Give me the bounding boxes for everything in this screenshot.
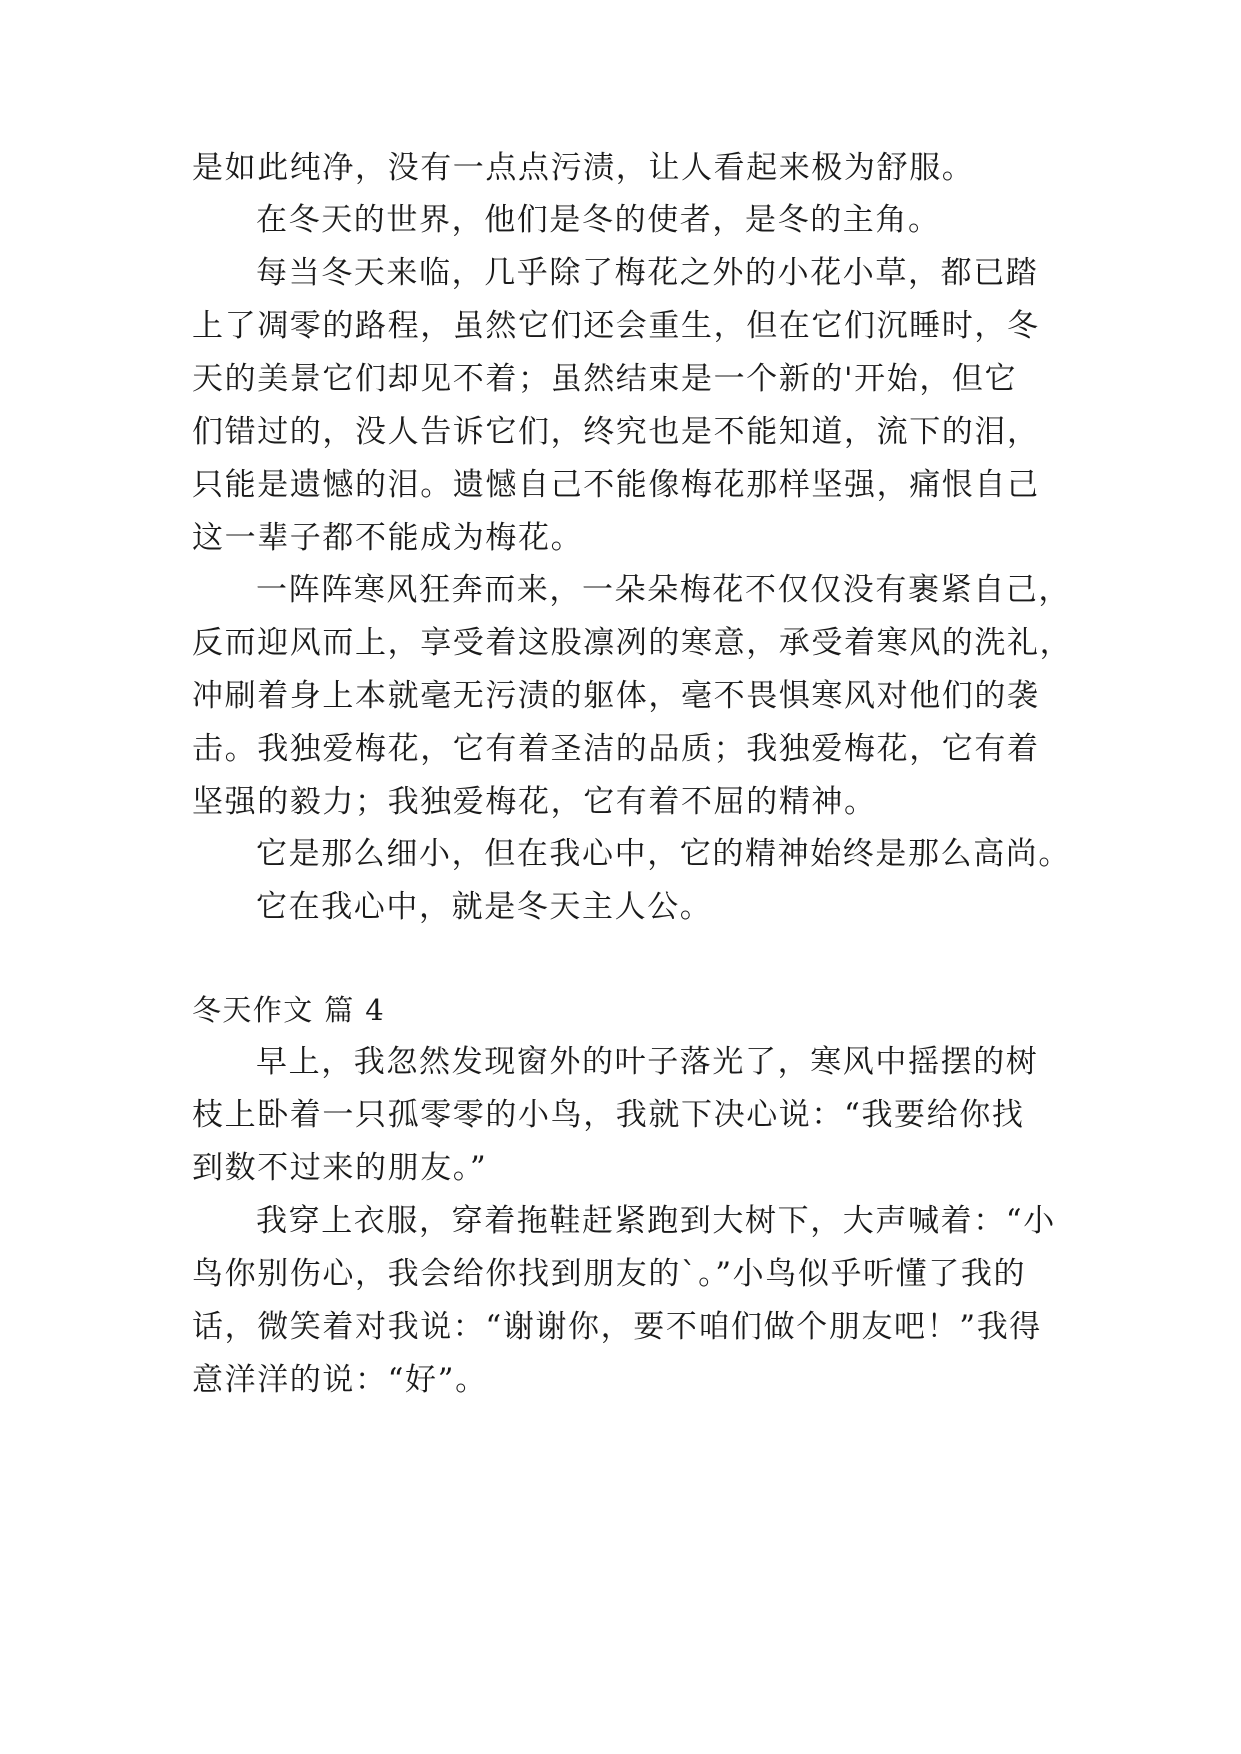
paragraph-line: 它是那么细小，但在我心中，它的精神始终是那么高尚。 [256,836,1071,872]
paragraph-line: 们错过的，没人告诉它们，终究也是不能知道，流下的泪， [192,414,1040,450]
paragraph-line: 是如此纯净，没有一点点污渍，让人看起来极为舒服。 [192,150,975,186]
paragraph-line: 我穿上衣服，穿着拖鞋赶紧跑到大树下，大声喊着：“小 [256,1203,1056,1239]
paragraph-line: 话，微笑着对我说：“谢谢你，要不咱们做个朋友吧！”我得 [192,1309,1042,1345]
paragraph-line: 早上，我忽然发现窗外的叶子落光了，寒风中摇摆的树 [256,1044,1039,1080]
paragraph-line: 在冬天的世界，他们是冬的使者，是冬的主角。 [256,202,941,238]
paragraph-line: 冲刷着身上本就毫无污渍的躯体，毫不畏惧寒风对他们的袭 [192,678,1040,714]
paragraph-line: 一阵阵寒风狂奔而来，一朵朵梅花不仅仅没有裹紧自己， [256,572,1071,608]
paragraph-line: 击。我独爱梅花，它有着圣洁的品质；我独爱梅花，它有着 [192,731,1040,767]
paragraph-line: 只能是遗憾的泪。遗憾自己不能像梅花那样坚强，痛恨自己 [192,467,1040,503]
paragraph-line: 天的美景它们却见不着；虽然结束是一个新的'开始，但它 [192,361,1018,397]
paragraph-line: 上了凋零的路程，虽然它们还会重生，但在它们沉睡时，冬 [192,308,1040,344]
paragraph-line: 鸟你别伤心，我会给你找到朋友的`。”小鸟似乎听懂了我的 [192,1256,1027,1292]
paragraph-line: 意洋洋的说：“好”。 [192,1362,488,1398]
paragraph-line: 这一辈子都不能成为梅花。 [192,520,584,556]
paragraph-line: 坚强的毅力；我独爱梅花，它有着不屈的精神。 [192,784,877,820]
paragraph-line: 它在我心中，就是冬天主人公。 [256,889,713,925]
paragraph-line: 反而迎风而上，享受着这股凛冽的寒意，承受着寒风的洗礼， [192,625,1073,661]
section-title: 冬天作文 篇 4 [192,993,386,1027]
paragraph-line: 到数不过来的朋友。” [192,1150,488,1186]
paragraph-line: 每当冬天来临，几乎除了梅花之外的小花小草，都已踏 [256,255,1039,291]
paragraph-line: 枝上卧着一只孤零零的小鸟，我就下决心说：“我要给你找 [192,1097,1025,1133]
